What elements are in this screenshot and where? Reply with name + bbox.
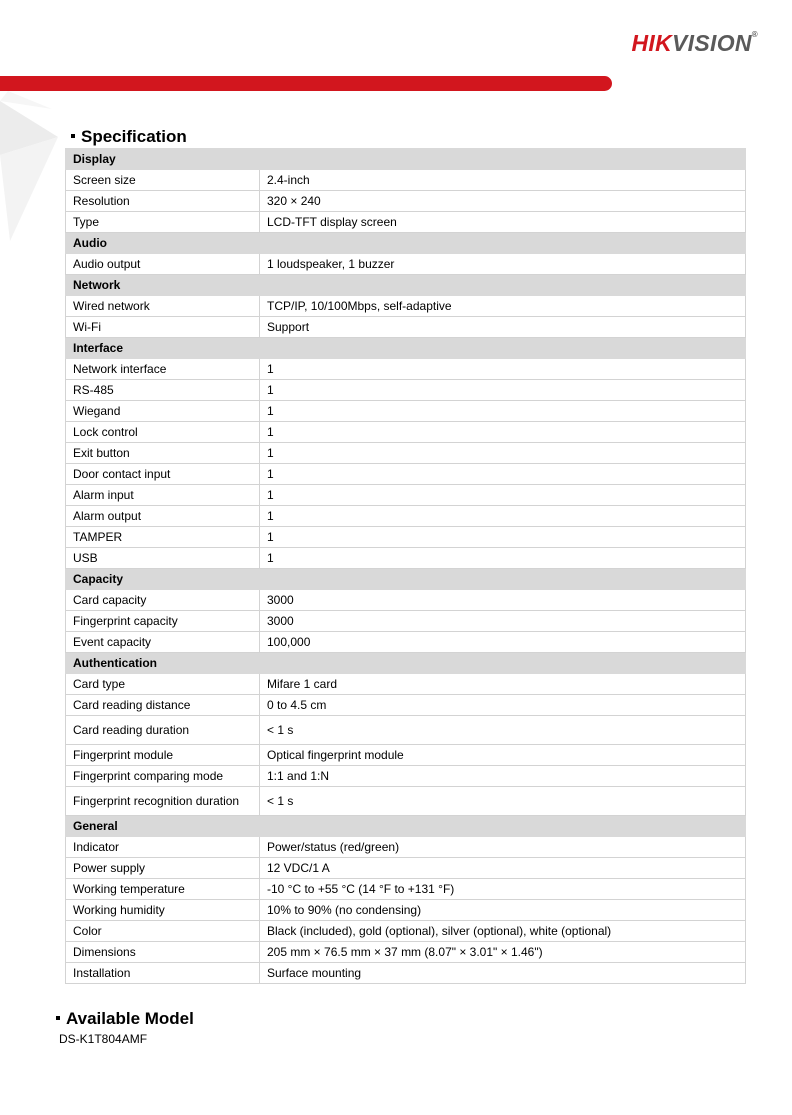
spec-label: Dimensions xyxy=(66,942,260,963)
table-row xyxy=(66,191,746,212)
spec-label: Working temperature xyxy=(66,879,260,900)
spec-label: Indicator xyxy=(66,837,260,858)
table-row xyxy=(66,296,746,317)
spec-value: 1 xyxy=(260,464,746,485)
spec-label: Alarm input xyxy=(66,485,260,506)
spec-value: 1 loudspeaker, 1 buzzer xyxy=(260,254,746,275)
table-row xyxy=(66,858,746,879)
table-row xyxy=(66,900,746,921)
section-header-row xyxy=(66,338,746,359)
table-row xyxy=(66,254,746,275)
spec-label: Installation xyxy=(66,963,260,984)
spec-value: Surface mounting xyxy=(260,963,746,984)
spec-label: Exit button xyxy=(66,443,260,464)
table-row xyxy=(66,590,746,611)
table-row xyxy=(66,422,746,443)
spec-label: Resolution xyxy=(66,191,260,212)
section-header: Audio xyxy=(66,233,746,254)
section-header-row xyxy=(66,653,746,674)
spec-label: Audio output xyxy=(66,254,260,275)
header-red-bar xyxy=(0,76,612,91)
spec-value: LCD-TFT display screen xyxy=(260,212,746,233)
table-row xyxy=(66,506,746,527)
table-row xyxy=(66,632,746,653)
table-row xyxy=(66,464,746,485)
spec-label: Type xyxy=(66,212,260,233)
section-header-row xyxy=(66,569,746,590)
table-row xyxy=(66,548,746,569)
logo-registered: ® xyxy=(751,30,758,39)
spec-value: Mifare 1 card xyxy=(260,674,746,695)
spec-value: 3000 xyxy=(260,590,746,611)
spec-value: 1 xyxy=(260,506,746,527)
spec-label: Card capacity xyxy=(66,590,260,611)
spec-label: Working humidity xyxy=(66,900,260,921)
spec-value: < 1 s xyxy=(260,716,746,745)
table-row xyxy=(66,695,746,716)
specification-title: Specification xyxy=(81,127,187,146)
spec-value: 3000 xyxy=(260,611,746,632)
spec-value: 100,000 xyxy=(260,632,746,653)
table-row xyxy=(66,942,746,963)
table-row xyxy=(66,745,746,766)
available-model-heading xyxy=(56,1009,194,1029)
spec-value: Optical fingerprint module xyxy=(260,745,746,766)
spec-value: 1 xyxy=(260,359,746,380)
spec-label: TAMPER xyxy=(66,527,260,548)
spec-value: TCP/IP, 10/100Mbps, self-adaptive xyxy=(260,296,746,317)
spec-value: 1 xyxy=(260,548,746,569)
spec-value: 1 xyxy=(260,443,746,464)
spec-value: 1 xyxy=(260,527,746,548)
spec-value: 12 VDC/1 A xyxy=(260,858,746,879)
specification-heading xyxy=(71,127,187,147)
spec-label: Power supply xyxy=(66,858,260,879)
spec-label: Color xyxy=(66,921,260,942)
available-model-title: Available Model xyxy=(66,1009,194,1028)
table-row xyxy=(66,170,746,191)
section-header-row xyxy=(66,816,746,837)
section-header-row xyxy=(66,233,746,254)
table-row xyxy=(66,380,746,401)
spec-label: USB xyxy=(66,548,260,569)
spec-label: Card type xyxy=(66,674,260,695)
spec-label: Fingerprint module xyxy=(66,745,260,766)
bullet-square-icon xyxy=(71,134,75,138)
table-row xyxy=(66,766,746,787)
spec-value: 10% to 90% (no condensing) xyxy=(260,900,746,921)
spec-label: Door contact input xyxy=(66,464,260,485)
decorative-shard-graphic xyxy=(0,91,62,251)
spec-value: -10 °C to +55 °C (14 °F to +131 °F) xyxy=(260,879,746,900)
table-row xyxy=(66,716,746,745)
table-row xyxy=(66,787,746,816)
spec-label: Card reading duration xyxy=(66,716,260,745)
section-header-row xyxy=(66,275,746,296)
table-row xyxy=(66,611,746,632)
logo-hik: HIK xyxy=(631,30,673,56)
table-row xyxy=(66,359,746,380)
spec-label: Network interface xyxy=(66,359,260,380)
spec-label: Event capacity xyxy=(66,632,260,653)
spec-value: Support xyxy=(260,317,746,338)
spec-label: Fingerprint capacity xyxy=(66,611,260,632)
logo-vision: VISION xyxy=(672,30,752,56)
spec-label: Wired network xyxy=(66,296,260,317)
table-row xyxy=(66,212,746,233)
spec-label: Wi-Fi xyxy=(66,317,260,338)
table-row xyxy=(66,879,746,900)
section-header: Authentication xyxy=(66,653,746,674)
spec-label: RS-485 xyxy=(66,380,260,401)
table-row xyxy=(66,921,746,942)
table-row xyxy=(66,963,746,984)
section-header: Network xyxy=(66,275,746,296)
section-header: Display xyxy=(66,149,746,170)
table-row xyxy=(66,317,746,338)
table-row xyxy=(66,443,746,464)
spec-label: Fingerprint recognition duration xyxy=(66,787,260,816)
model-number: DS-K1T804AMF xyxy=(59,1032,148,1046)
spec-value: 205 mm × 76.5 mm × 37 mm (8.07" × 3.01" × 1.46") xyxy=(260,942,746,963)
table-row xyxy=(66,837,746,858)
table-row xyxy=(66,485,746,506)
spec-value: 2.4-inch xyxy=(260,170,746,191)
spec-value: Power/status (red/green) xyxy=(260,837,746,858)
spec-value: < 1 s xyxy=(260,787,746,816)
spec-value: 1 xyxy=(260,485,746,506)
table-row xyxy=(66,674,746,695)
specification-table xyxy=(65,148,746,984)
spec-label: Alarm output xyxy=(66,506,260,527)
spec-value: 320 × 240 xyxy=(260,191,746,212)
spec-value: 1 xyxy=(260,380,746,401)
spec-label: Card reading distance xyxy=(66,695,260,716)
spec-value: 1 xyxy=(260,401,746,422)
section-header: Capacity xyxy=(66,569,746,590)
spec-label: Screen size xyxy=(66,170,260,191)
spec-value: 1 xyxy=(260,422,746,443)
spec-value: 1:1 and 1:N xyxy=(260,766,746,787)
section-header-row xyxy=(66,149,746,170)
section-header: General xyxy=(66,816,746,837)
spec-value: 0 to 4.5 cm xyxy=(260,695,746,716)
spec-label: Wiegand xyxy=(66,401,260,422)
spec-value: Black (included), gold (optional), silver (optional), white (optional) xyxy=(260,921,746,942)
section-header: Interface xyxy=(66,338,746,359)
spec-label: Fingerprint comparing mode xyxy=(66,766,260,787)
bullet-square-icon xyxy=(56,1016,60,1020)
table-row xyxy=(66,527,746,548)
spec-label: Lock control xyxy=(66,422,260,443)
table-row xyxy=(66,401,746,422)
hikvision-logo xyxy=(632,30,758,57)
